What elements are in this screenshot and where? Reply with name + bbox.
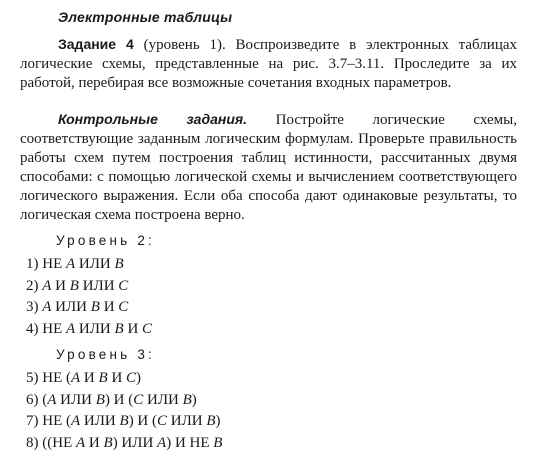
formula-variable: B <box>90 299 100 315</box>
formula-number: 3) <box>26 299 43 315</box>
formula-variable: B <box>182 391 192 408</box>
formula-number: 6) <box>26 391 43 408</box>
task-4-paragraph <box>20 35 517 93</box>
task-4-text: (уровень 1). Воспроизведите в электронных таблицах логические схемы, представленные на рис. 3.7–3.11. Проследите за их работой, перебирая все возможные сочетания входных параметров. <box>20 37 517 91</box>
formula-variable: C <box>133 391 144 408</box>
running-header: Электронные таблицы <box>58 9 233 25</box>
level-2-list <box>26 254 152 340</box>
formula-operator: ИЛИ <box>143 391 183 408</box>
level-3-list <box>26 368 222 454</box>
formula-item <box>26 390 222 412</box>
formula-variable: B <box>69 277 79 294</box>
control-tasks-label: Контрольные задания. <box>58 111 248 127</box>
formula-variable: A <box>157 434 167 451</box>
formula-variable: C <box>142 320 153 337</box>
formula-variable: A <box>42 299 52 315</box>
formula-variable: A <box>71 413 81 429</box>
formula-operator: ) <box>136 370 142 386</box>
formula-operator: И <box>85 434 104 451</box>
control-tasks-text: Постройте логические схемы, соответствующие заданным логическим формулам. Проверьте правильность работы схем путем построения таблиц истинности, рассчитанных двумя способами: с помощью логической схемы и вычислением соответствующего логического выражения. Если оба способа дают одинаковые результаты, то логическая схема построена верно. <box>20 112 517 223</box>
formula-number: 4) <box>26 320 43 337</box>
formula-operator: НЕ <box>42 320 66 337</box>
formula-operator: ИЛИ <box>78 277 119 294</box>
formula-operator: ИЛИ <box>75 256 115 272</box>
control-tasks-paragraph <box>20 110 517 225</box>
formula-operator: ) <box>191 391 197 408</box>
formula-variable: C <box>126 370 137 386</box>
formula-number: 5) <box>26 370 43 386</box>
formula-variable: B <box>103 434 113 451</box>
formula-item <box>26 433 222 455</box>
formula-operator: ) ИЛИ <box>112 434 158 451</box>
formula-item <box>26 368 222 390</box>
formula-variable: A <box>71 370 81 386</box>
formula-operator: ИЛИ <box>167 413 207 429</box>
formula-variable: B <box>119 413 129 429</box>
formula-variable: C <box>118 277 129 294</box>
formula-variable: B <box>98 370 108 386</box>
task-4-label: Задание 4 <box>58 36 134 52</box>
level-3-title: Уровень 3: <box>56 347 156 362</box>
formula-operator: ИЛИ <box>56 391 96 408</box>
formula-operator: ИЛИ <box>80 413 120 429</box>
formula-operator: И <box>123 320 143 337</box>
formula-variable: B <box>213 434 223 451</box>
formula-variable: A <box>66 256 76 272</box>
formula-variable: C <box>157 413 168 429</box>
formula-item <box>26 297 152 319</box>
formula-operator: ) И ( <box>128 413 158 429</box>
formula-variable: A <box>66 320 76 337</box>
formula-operator: И <box>99 299 119 315</box>
formula-variable: B <box>95 391 105 408</box>
formula-operator: ИЛИ <box>51 299 91 315</box>
formula-variable: B <box>114 256 124 272</box>
formula-operator: И <box>107 370 127 386</box>
formula-operator: ( <box>42 391 48 408</box>
formula-operator: НЕ ( <box>42 413 71 429</box>
formula-operator: НЕ <box>42 256 66 272</box>
formula-variable: B <box>206 413 216 429</box>
formula-operator: И <box>51 277 70 294</box>
formula-operator: И <box>80 370 99 386</box>
formula-item <box>26 254 152 276</box>
level-2-title: Уровень 2: <box>56 233 156 248</box>
formula-operator: ((НЕ <box>42 434 76 451</box>
formula-variable: C <box>118 299 129 315</box>
formula-variable: B <box>114 320 124 337</box>
formula-operator: ИЛИ <box>75 320 115 337</box>
formula-number: 1) <box>26 256 43 272</box>
formula-number: 7) <box>26 413 43 429</box>
formula-variable: A <box>42 277 52 294</box>
formula-variable: A <box>47 391 57 408</box>
formula-operator: ) И ( <box>104 391 134 408</box>
formula-item <box>26 319 152 341</box>
formula-operator: НЕ ( <box>42 370 71 386</box>
formula-item <box>26 276 152 298</box>
formula-number: 8) <box>26 434 43 451</box>
formula-number: 2) <box>26 277 43 294</box>
formula-item <box>26 411 222 433</box>
formula-variable: A <box>76 434 86 451</box>
formula-operator: ) <box>215 413 221 429</box>
formula-operator: ) И НЕ <box>166 434 214 451</box>
